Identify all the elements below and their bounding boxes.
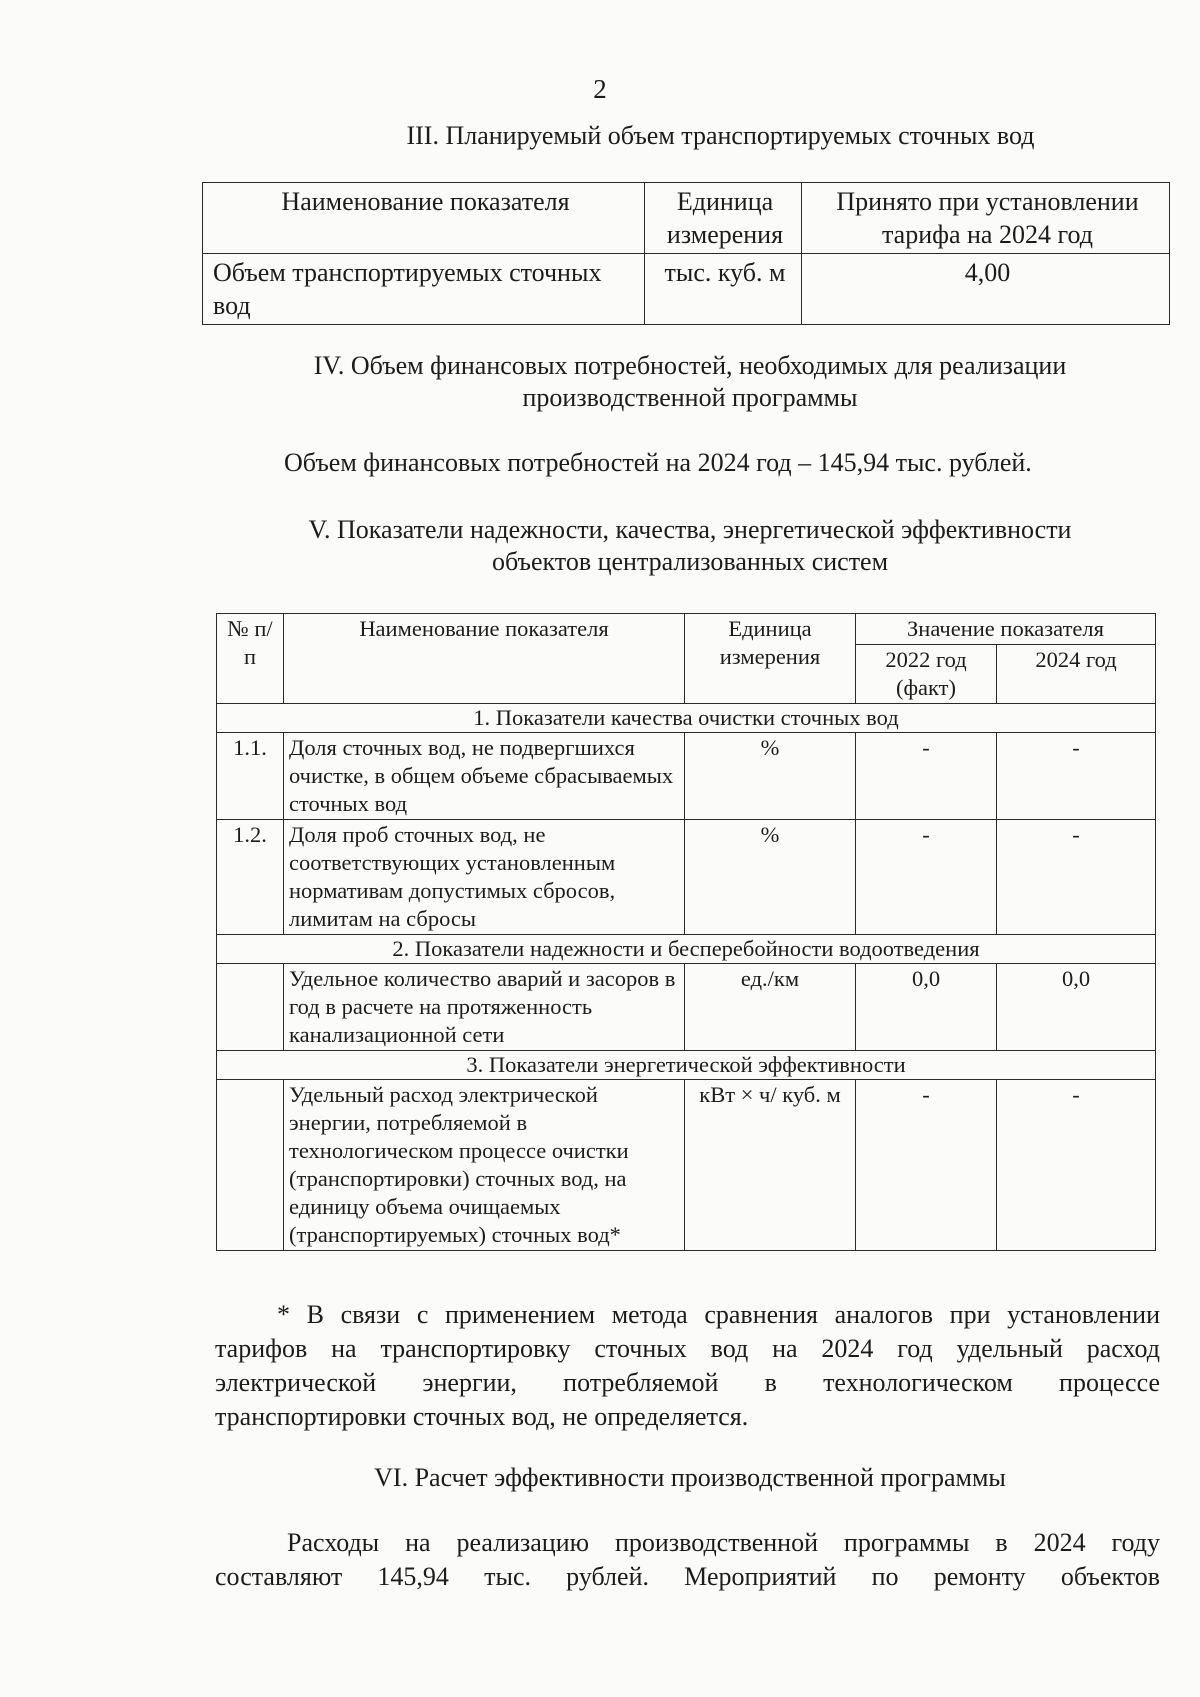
footnote-line-3: электрической энергии, потребляемой в технологическом процессе xyxy=(215,1368,1160,1397)
financial-needs-text: Объем финансовых потребностей на 2024 год – 145,94 тыс. рублей. xyxy=(284,448,1032,477)
table-group-row xyxy=(217,704,1156,733)
cell-unit: % xyxy=(685,733,856,820)
section-3-title xyxy=(0,120,1200,152)
table-group-row xyxy=(217,935,1156,964)
section-6-title: VI. Расчет эффективности производственной программы xyxy=(374,1463,1006,1492)
cell-number: 1.2. xyxy=(217,820,284,935)
table-row xyxy=(217,1080,1156,1251)
section-6-paragraph xyxy=(215,1526,1160,1594)
section-4-title xyxy=(210,350,1170,414)
group-reliability: 2. Показатели надежности и бесперебойности водоотведения xyxy=(217,935,1156,964)
group-energy: 3. Показатели энергетической эффективности xyxy=(217,1051,1156,1080)
cell-value-2022: 0,0 xyxy=(856,964,997,1051)
cell-indicator-name: Удельный расход электрической энергии, потребляемой в технологическом процессе очистки (транспортировки) сточных вод, на единицу объема очищаемых (транспортируемых) сточных вод* xyxy=(284,1080,685,1251)
cell-value-2022: - xyxy=(856,820,997,935)
section-3-title-text: III. Планируемый объем транспортируемых сточных вод xyxy=(406,121,1035,150)
cell-indicator-name: Удельное количество аварий и засоров в год в расчете на протяженность канализационной сети xyxy=(284,964,685,1051)
footnote-line-2: тарифов на транспортировку сточных вод на 2024 год удельный расход xyxy=(215,1334,1160,1363)
table-header-row xyxy=(203,183,1170,254)
cell-unit: кВт × ч/ куб. м xyxy=(685,1080,856,1251)
header-unit: Единица измерения xyxy=(645,183,802,254)
cell-number xyxy=(217,1080,284,1251)
cell-indicator-name: Объем транспортируемых сточных вод xyxy=(203,254,645,325)
section-5-title xyxy=(210,514,1170,578)
group-quality: 1. Показатели качества очистки сточных вод xyxy=(217,704,1156,733)
transported-volume-table xyxy=(202,182,1170,325)
section-5-title-line-1: V. Показатели надежности, качества, энергетической эффективности xyxy=(308,515,1072,544)
section-6-line-1: Расходы на реализацию производственной программы в 2024 году xyxy=(287,1528,1160,1557)
reliability-indicators-table xyxy=(216,613,1156,1251)
header-2022: 2022 год (факт) xyxy=(856,645,997,704)
cell-indicator-name: Доля сточных вод, не подвергшихся очистке, в общем объеме сбрасываемых сточных вод xyxy=(284,733,685,820)
table-row xyxy=(217,820,1156,935)
cell-unit: % xyxy=(685,820,856,935)
table-row xyxy=(203,254,1170,325)
table-row xyxy=(217,733,1156,820)
section-4-title-line-1: IV. Объем финансовых потребностей, необходимых для реализации xyxy=(313,351,1067,380)
section-5-title-line-2: объектов централизованных систем xyxy=(491,547,889,576)
table-header-row xyxy=(217,614,1156,645)
cell-value-2024: 0,0 xyxy=(997,964,1156,1051)
header-indicator-value: Значение показателя xyxy=(856,614,1156,645)
header-indicator-name: Наименование показателя xyxy=(203,183,645,254)
section-4-title-line-2: производственной программы xyxy=(522,383,858,412)
cell-unit: ед./км xyxy=(685,964,856,1051)
cell-unit: тыс. куб. м xyxy=(645,254,802,325)
footnote xyxy=(215,1298,1160,1434)
cell-value-2024: - xyxy=(997,820,1156,935)
table-row xyxy=(217,964,1156,1051)
header-accepted-2024: Принято при установлении тарифа на 2024 год xyxy=(802,183,1170,254)
cell-number xyxy=(217,964,284,1051)
cell-value-2024: - xyxy=(997,1080,1156,1251)
table-group-row xyxy=(217,1051,1156,1080)
header-number: № п/п xyxy=(217,614,284,704)
cell-value: 4,00 xyxy=(802,254,1170,325)
cell-indicator-name: Доля проб сточных вод, не соответствующих установленным нормативам допустимых сбросов, лимитам на сбросы xyxy=(284,820,685,935)
footnote-line-4: транспортировки сточных вод, не определяется. xyxy=(215,1402,749,1431)
section-6-line-2: составляют 145,94 тыс. рублей. Мероприятий по ремонту объектов xyxy=(215,1562,1160,1591)
cell-value-2022: - xyxy=(856,733,997,820)
cell-value-2024: - xyxy=(997,733,1156,820)
footnote-line-1: * В связи с применением метода сравнения аналогов при установлении xyxy=(277,1300,1160,1329)
header-indicator-name: Наименование показателя xyxy=(284,614,685,704)
cell-number: 1.1. xyxy=(217,733,284,820)
cell-value-2022: - xyxy=(856,1080,997,1251)
header-unit: Единица измерения xyxy=(685,614,856,704)
header-2024: 2024 год xyxy=(997,645,1156,704)
page-number: 2 xyxy=(593,74,607,104)
